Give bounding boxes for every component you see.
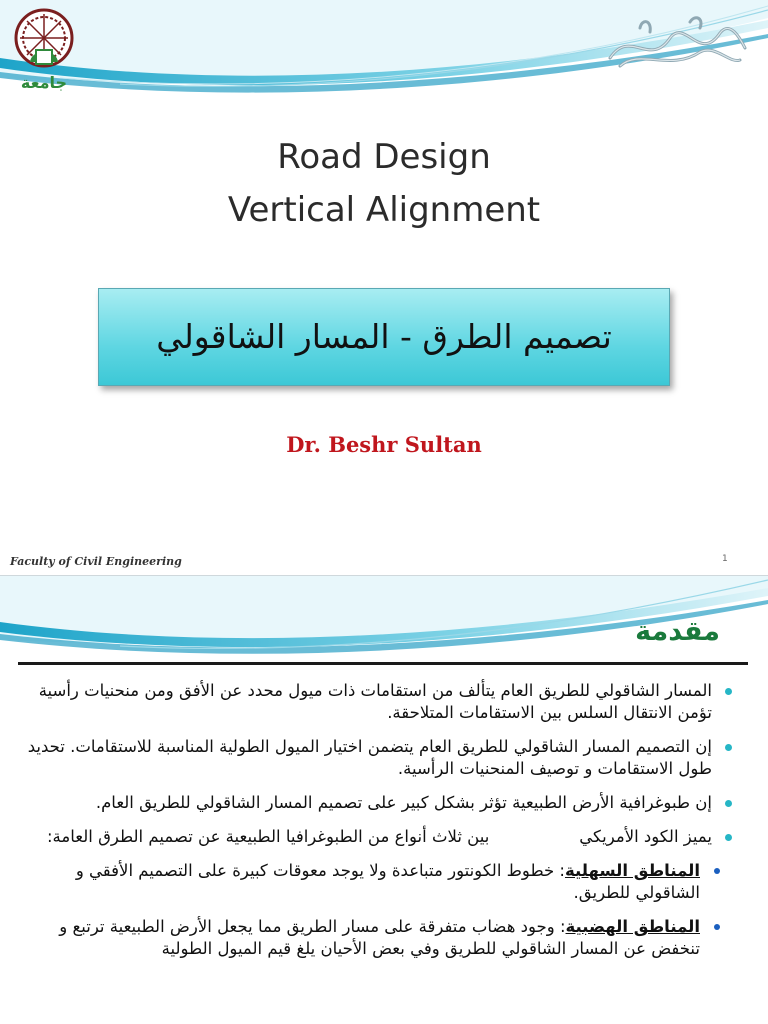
university-logo [6, 4, 84, 92]
list-item: إن التصميم المسار الشاقولي للطريق العام يتضمن اختيار الميول الطولية المناسبة للاستقامات. تحديد طول الاستقامات و توصيف المنحنيات الرأسية. [22, 736, 734, 780]
heading-rule [18, 662, 748, 665]
list-item: إن طبوغرافية الأرض الطبيعية تؤثر بشكل كبير على تصميم المسار الشاقولي للطريق العام. [22, 792, 734, 814]
sub-list-item [22, 916, 734, 960]
term-description: : وجود هضاب متفرقة على مسار الطريق مما يجعل الأرض الطبيعية ترتبع و تنخفض عن المسار الشاقولي للطريق وفي بعض الأحيان يلغ قيم الميول الطولية [59, 917, 700, 958]
term-plain-areas: المناطق السهلية [564, 861, 700, 880]
slide-number: 1 [722, 554, 728, 564]
list-item: المسار الشاقولي للطريق العام يتألف من استقامات ذات ميول محدد عن الأفق ومن منحنيات رأسية تؤمن الانتقال السلس بين الاستقامات المتلاحقة. [22, 680, 734, 724]
presentation-title-line2: Vertical Alignment [227, 190, 541, 230]
calligraphy-ornament [600, 8, 750, 78]
section-heading: مقدمة [635, 616, 720, 647]
sub-list-item [22, 860, 734, 904]
presentation-title-line1: Road Design [277, 137, 491, 177]
arabic-title-box [98, 288, 670, 386]
list-item-part: يميز الكود الأمريكي [579, 827, 712, 846]
author-name: Dr. Beshr Sultan [286, 432, 482, 457]
introduction-slide [0, 576, 768, 1024]
term-description: : خطوط الكونتور متباعدة ولا يوجد معوقات كبيرة على التصميم الأفقي و الشاقولي للطريق. [75, 861, 700, 902]
list-item-part: بين ثلاث أنواع من الطبوغرافيا الطبيعية عن تصميم الطرق العامة: [47, 827, 490, 846]
faculty-footer: Faculty of Civil Engineering [10, 555, 182, 568]
term-rolling-areas: المناطق الهضبية [565, 917, 700, 936]
bullet-list [22, 680, 734, 972]
arabic-title: تصميم الطرق - المسار الشاقولي [156, 317, 612, 356]
logo-lettering: جامعة [20, 73, 68, 92]
list-item [22, 826, 734, 848]
